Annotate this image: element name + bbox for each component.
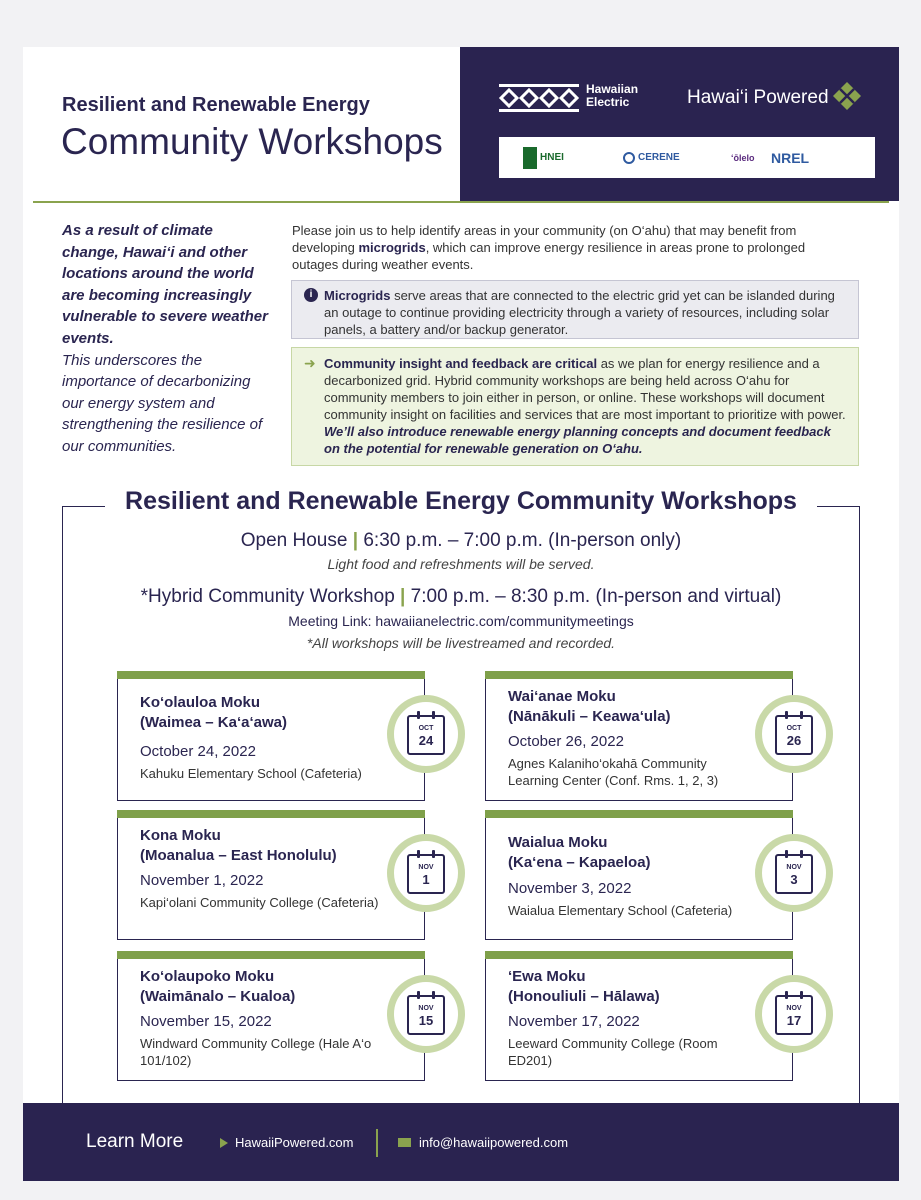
card-date: November 17, 2022 <box>508 1013 640 1030</box>
card-venue: Windward Community College (Hale A‘o 101/102) <box>140 1036 372 1068</box>
calendar-icon: NOV 3 <box>755 834 833 912</box>
card-moku-name: Ko‘olaupoko Moku (Waimānalo – Kualoa) <box>140 968 296 1005</box>
card-moku-name: Waialua Moku (Ka‘ena – Kapaeloa) <box>508 834 651 871</box>
header-divider <box>33 201 889 203</box>
hnei-logo: HNEI <box>523 137 564 178</box>
calendar-icon: NOV 15 <box>387 975 465 1053</box>
calendar-icon: OCT 24 <box>387 695 465 773</box>
workshop-card <box>485 818 793 940</box>
card-accent-bar <box>485 671 793 679</box>
intro-sidebar-text <box>62 220 272 458</box>
workshops-title: Resilient and Renewable Energy Community Workshops <box>105 487 817 516</box>
workshop-card <box>117 959 425 1081</box>
page-title: Community Workshops <box>61 121 443 162</box>
card-date: October 24, 2022 <box>140 743 256 760</box>
card-venue: Waialua Elementary School (Cafeteria) <box>508 903 733 918</box>
card-moku-name: Ko‘olauloa Moku (Waimea – Ka‘a‘awa) <box>140 694 288 731</box>
workshop-card <box>117 679 425 801</box>
website-link[interactable]: HawaiiPowered.com <box>220 1135 354 1150</box>
info-icon: i <box>304 288 318 302</box>
envelope-icon <box>398 1138 411 1147</box>
calendar-icon: NOV 1 <box>387 834 465 912</box>
header-kicker: Resilient and Renewable Energy <box>62 94 370 116</box>
he-line2: Electric <box>586 95 630 109</box>
cerene-mark-icon <box>623 152 635 164</box>
card-date: November 3, 2022 <box>508 880 632 897</box>
workshop-card <box>485 679 793 801</box>
card-venue: Agnes Kalaniho‘okahā Community Learning Center (Conf. Rms. 1, 2, 3) <box>508 756 719 788</box>
header-title-block <box>23 47 460 203</box>
card-moku-name: Kona Moku (Moanalua – East Honolulu) <box>140 827 337 864</box>
calendar-icon: OCT 26 <box>755 695 833 773</box>
hawaii-powered-logo-text: Hawai‘i Powered <box>687 87 829 108</box>
card-date: November 15, 2022 <box>140 1013 272 1030</box>
hnei-mark-icon <box>523 147 537 169</box>
card-accent-bar <box>485 810 793 818</box>
open-house-note: Light food and refreshments will be served. <box>327 556 595 572</box>
hawaiian-electric-logo-icon <box>499 83 579 113</box>
intro-paragraph: Please join us to help identify areas in your community (on O‘ahu) that may benefit from developing microgrids, which can improve energy resilience in areas prone to prolonged outages during weather events. <box>292 223 806 272</box>
cerene-logo: CERENE <box>623 137 680 178</box>
email-link[interactable]: info@hawaiipowered.com <box>398 1135 568 1150</box>
card-moku-name: ‘Ewa Moku (Honouliuli – Hālawa) <box>508 968 660 1005</box>
calendar-icon: NOV 17 <box>755 975 833 1053</box>
footer-divider <box>376 1129 378 1157</box>
olelo-logo: ʻōlelo <box>731 152 755 163</box>
hawaii-powered-diamond-icon <box>832 81 862 111</box>
card-venue: Leeward Community College (Room ED201) <box>508 1036 718 1068</box>
hybrid-workshop-line: *Hybrid Community Workshop | 7:00 p.m. – 8:30 p.m. (In-person and virtual) <box>140 586 782 607</box>
workshop-card <box>117 818 425 940</box>
intro-statement: This underscores the importance of decarbonizing our energy system and strengthening the resilience of our communities. <box>62 351 263 455</box>
flyer-page <box>23 47 899 1181</box>
workshop-card <box>485 959 793 1081</box>
card-venue: Kapi‘olani Community College (Cafeteria) <box>140 895 379 910</box>
nrel-logo: NREL <box>771 149 810 166</box>
card-accent-bar <box>485 951 793 959</box>
footer <box>23 1103 899 1181</box>
header-logo-panel <box>460 47 899 201</box>
microgrids-info-box: i Microgrids serve areas that are connected to the electric grid yet can be islanded during an outage to continue providing electricity through a variety of resources, including solar panels, a battery and/or backup generator. <box>291 280 859 339</box>
learn-more-label: Learn More <box>86 1131 184 1152</box>
partner-logos <box>499 137 875 178</box>
hawaiian-electric-logo-text <box>586 83 638 109</box>
open-house-line: Open House | 6:30 p.m. – 7:00 p.m. (In-person only) <box>240 530 682 551</box>
card-accent-bar <box>117 951 425 959</box>
he-line1: Hawaiian <box>586 82 639 96</box>
meeting-link[interactable]: Meeting Link: hawaiianelectric.com/communitymeetings <box>288 613 634 629</box>
card-accent-bar <box>117 810 425 818</box>
intro-bold-statement: As a result of climate change, Hawai‘i and other locations around the world are becoming increasingly vulnerable to severe weather events. <box>62 222 268 347</box>
pointer-arrow-icon <box>220 1138 228 1148</box>
arrow-right-icon: ➜ <box>304 355 316 371</box>
card-accent-bar <box>117 671 425 679</box>
card-moku-name: Wai‘anae Moku (Nānākuli – Keawa‘ula) <box>508 688 671 725</box>
card-date: October 26, 2022 <box>508 733 624 750</box>
card-venue: Kahuku Elementary School (Cafeteria) <box>140 766 362 781</box>
community-feedback-box: ➜ Community insight and feedback are critical as we plan for energy resilience and a decarbonized grid. Hybrid community workshops are being held across O‘ahu for community members to join either in person, or online. These workshops will document community insight on facilities and services that are most important to prioritize with power. We’ll also introduce renewable energy planning concepts and document feedback on the potential for renewable generation on O‘ahu. <box>291 347 859 466</box>
livestream-note: *All workshops will be livestreamed and recorded. <box>306 635 616 651</box>
card-date: November 1, 2022 <box>140 872 264 889</box>
